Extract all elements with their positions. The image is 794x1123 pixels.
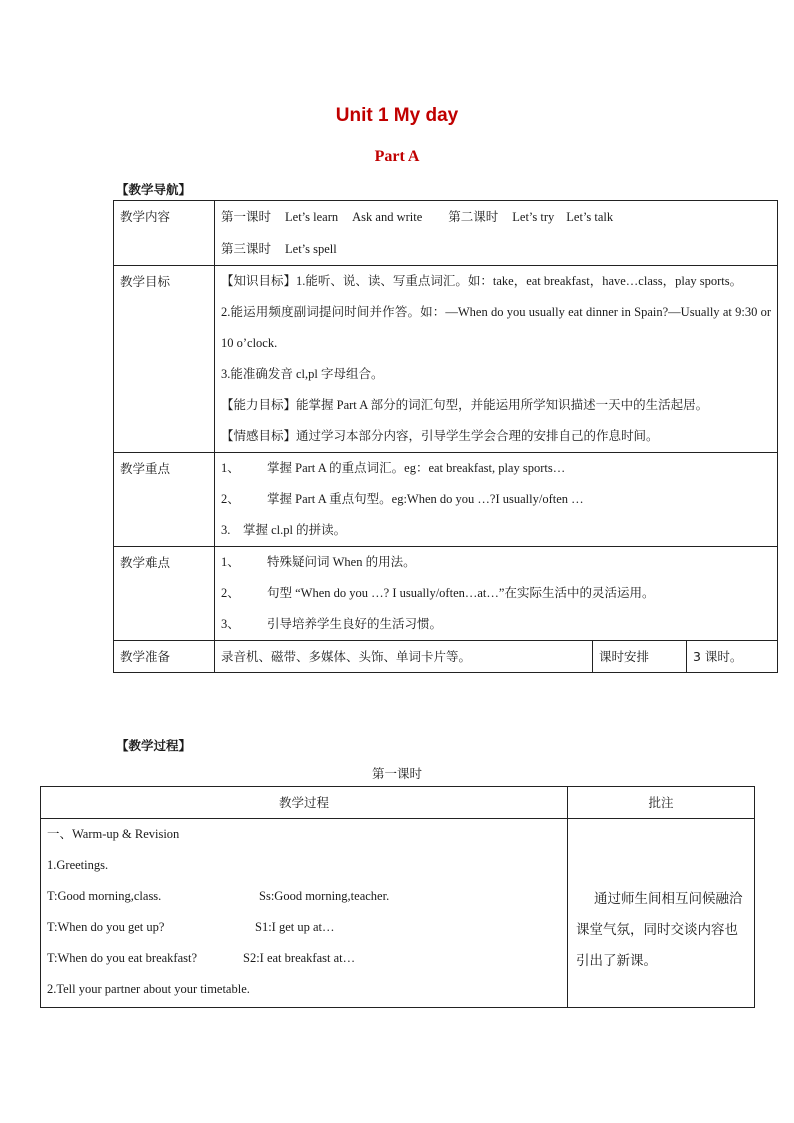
process-heading: 【教学过程】 — [116, 738, 192, 753]
goals-row — [114, 266, 778, 453]
process-header-row — [41, 787, 755, 819]
difficult-row — [114, 547, 778, 641]
difficult-point: 2、 句型 “When do you …? I usually/often…at…”在实际生活中的灵活运用。 — [221, 586, 655, 600]
difficult-cell — [215, 547, 778, 641]
dialog-line: T:When do you get up? S1:I get up at… — [47, 920, 335, 934]
content-cell — [215, 201, 778, 266]
process-body-row — [41, 819, 755, 1008]
content-row — [114, 201, 778, 266]
lesson2-part2: Let’s talk — [566, 210, 614, 224]
key-point: 1、 掌握 Part A 的重点词汇。eg：eat breakfast, play sports… — [221, 461, 566, 475]
goal-knowledge-2: 2.能运用频度副词提问时间并作答。如：—When do you usually eat dinner in Spain?—Usually at 9:30 or 10 o’clock. — [221, 305, 772, 350]
remark-text: 通过师生间相互问候融洽课堂气氛，同时交谈内容也引出了新课。 — [576, 891, 743, 969]
content-label: 教学内容 — [114, 201, 215, 266]
goal-ability: 【能力目标】能掌握 Part A 部分的词汇句型，并能运用所学知识描述一天中的生活起居。 — [221, 398, 709, 412]
difficult-label: 教学难点 — [114, 547, 215, 641]
lesson1-part2: Ask and write — [352, 210, 423, 224]
col-remark-header: 批注 — [568, 787, 755, 819]
prep-label: 教学准备 — [114, 641, 215, 673]
nav-heading: 【教学导航】 — [116, 182, 192, 197]
lesson2-tag: 第二课时 — [448, 209, 499, 224]
lesson-label: 第一课时 — [371, 766, 422, 781]
process-steps — [41, 819, 568, 1008]
doc-subtitle: Part A — [374, 148, 420, 165]
lesson2-part1: Let’s try — [512, 210, 555, 224]
goal-knowledge-3: 3.能准确发音 cl,pl 字母组合。 — [221, 367, 384, 381]
key-row — [114, 453, 778, 547]
difficult-point: 3、 引导培养学生良好的生活习惯。 — [221, 617, 443, 631]
goals-label: 教学目标 — [114, 266, 215, 453]
process-table — [40, 786, 755, 1008]
goal-knowledge: 【知识目标】1.能听、说、读、写重点词汇。如：take，eat breakfast，have…class，play sports。 — [221, 274, 743, 288]
step-timetable: 2.Tell your partner about your timetable. — [47, 982, 250, 996]
key-point: 3. 掌握 cl.pl 的拼读。 — [221, 523, 347, 537]
schedule-label: 课时安排 — [593, 641, 687, 673]
nav-table — [113, 200, 778, 673]
dialog-line: T:When do you eat breakfast? S2:I eat breakfast at… — [47, 951, 356, 965]
schedule-value: 3 课时。 — [687, 641, 778, 673]
prep-row — [114, 641, 778, 673]
doc-title: Unit 1 My day — [335, 105, 459, 126]
goals-cell — [215, 266, 778, 453]
remark-cell — [568, 819, 755, 1008]
step-greetings: 1.Greetings. — [47, 858, 109, 872]
section-warmup: 一、Warm-up & Revision — [47, 827, 180, 841]
lesson3-part1: Let’s spell — [285, 242, 337, 256]
lesson3-tag: 第三课时 — [221, 241, 272, 256]
goal-emotion: 【情感目标】通过学习本部分内容，引导学生学会合理的安排自己的作息时间。 — [221, 429, 659, 443]
key-label: 教学重点 — [114, 453, 215, 547]
prep-text: 录音机、磁带、多媒体、头饰、单词卡片等。 — [215, 641, 593, 673]
lesson1-tag: 第一课时 — [221, 209, 272, 224]
key-cell — [215, 453, 778, 547]
col-process-header: 教学过程 — [41, 787, 568, 819]
difficult-point: 1、 特殊疑问词 When 的用法。 — [221, 555, 416, 569]
lesson1-part1: Let’s learn — [285, 210, 339, 224]
key-point: 2、 掌握 Part A 重点句型。eg:When do you …?I usually/often … — [221, 492, 584, 506]
dialog-line: T:Good morning,class. Ss:Good morning,teacher. — [47, 889, 390, 903]
